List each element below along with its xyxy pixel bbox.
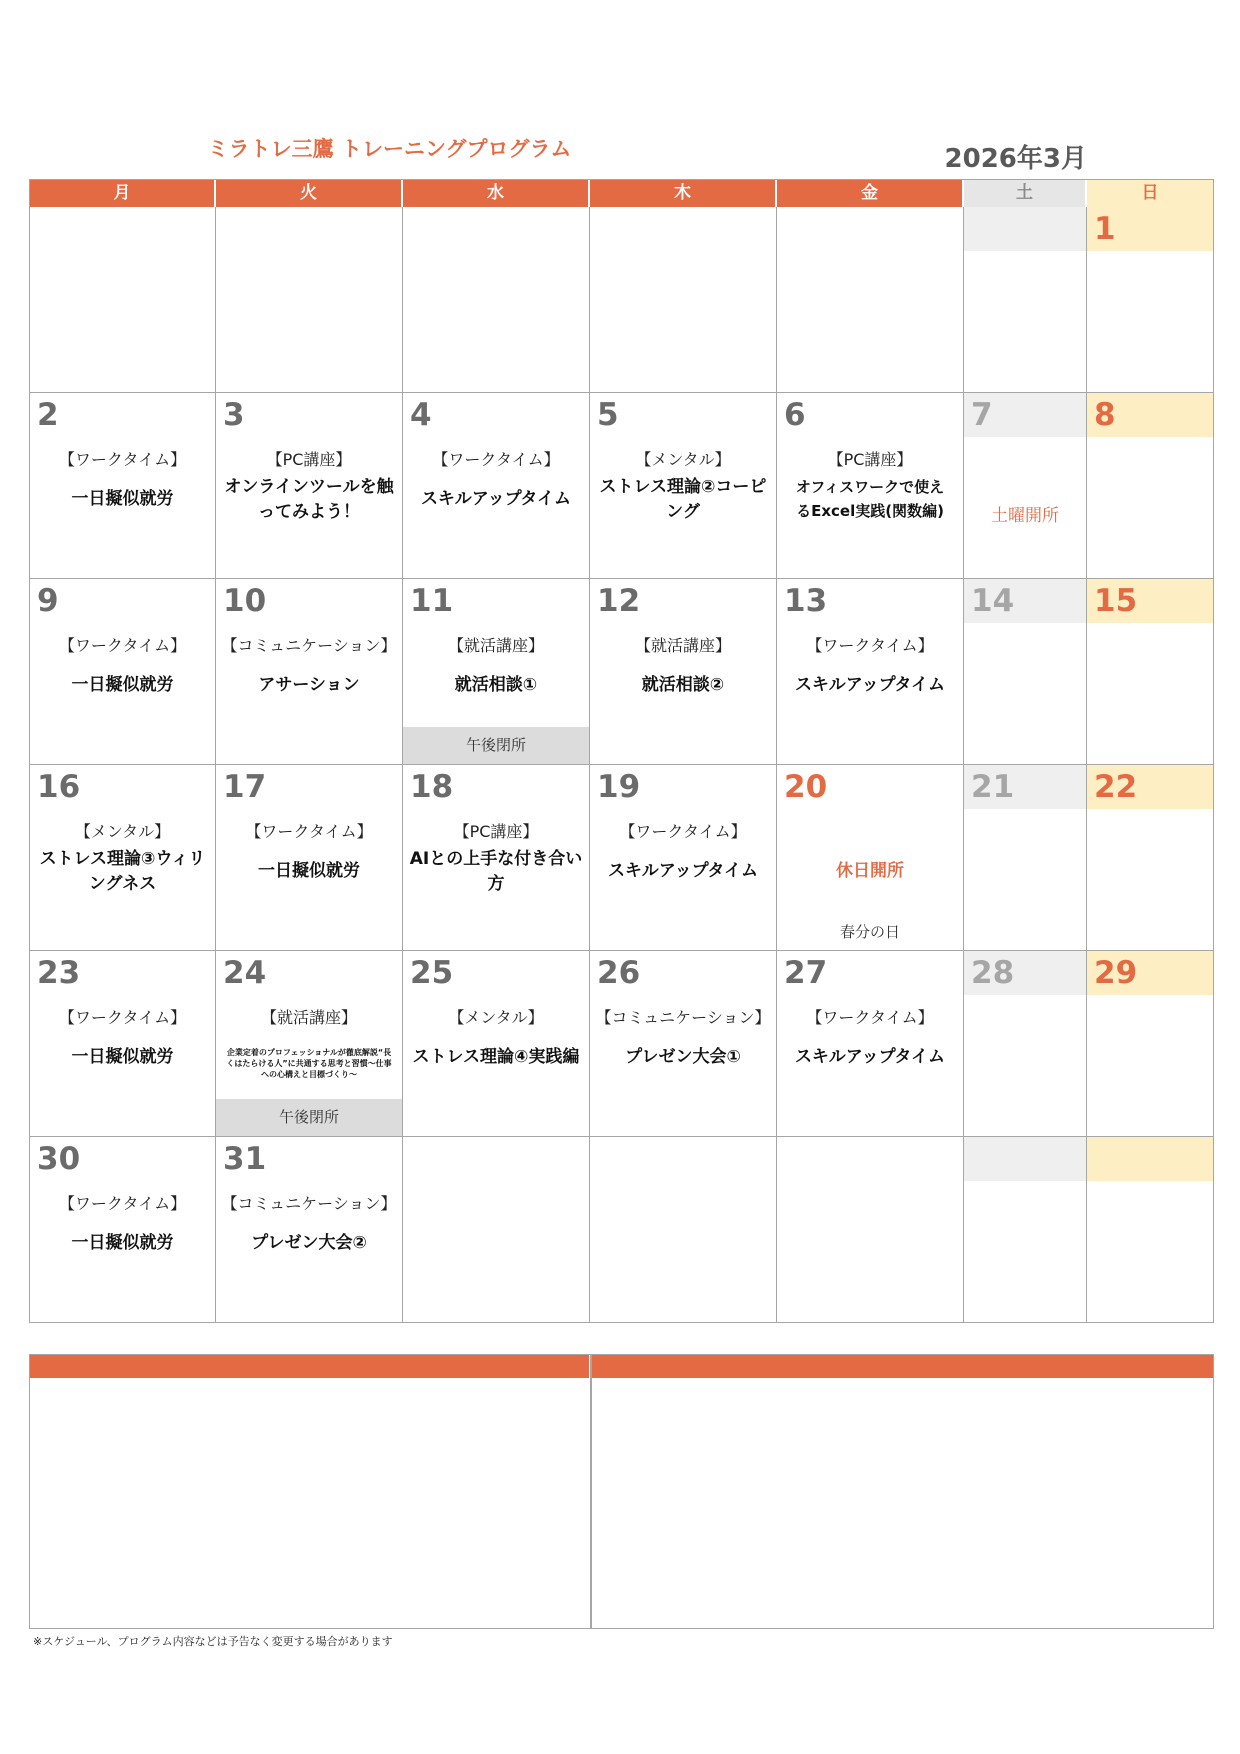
day-cell-15 bbox=[1087, 579, 1213, 765]
day-number: 12 bbox=[597, 583, 641, 619]
page-title: ミラトレ三鷹 トレーニングプログラム bbox=[207, 137, 572, 161]
calendar-grid bbox=[29, 179, 1214, 1323]
day-number: 23 bbox=[37, 955, 81, 991]
day-number: 19 bbox=[597, 769, 641, 805]
weekday-header-tue: 火 bbox=[216, 180, 403, 207]
day-cell-empty bbox=[403, 207, 590, 393]
program-title: ストレス理論④実践編 bbox=[412, 1047, 580, 1067]
day-cell-empty bbox=[590, 207, 777, 393]
program-title: スキルアップタイム bbox=[607, 861, 759, 881]
day-cell-4 bbox=[403, 393, 590, 579]
day-number: 17 bbox=[223, 769, 267, 805]
program-category: 【ワークタイム】 bbox=[619, 822, 747, 841]
day-cell-13 bbox=[777, 579, 964, 765]
day-cell-18 bbox=[403, 765, 590, 951]
weekday-header-mon: 月 bbox=[30, 180, 216, 207]
program-title: 一日擬似就労 bbox=[71, 675, 174, 695]
holiday-open-note: 休日開所 bbox=[836, 861, 904, 881]
day-cell-empty bbox=[30, 207, 216, 393]
program-category: 【コミュニケーション】 bbox=[221, 1194, 397, 1213]
day-cell-empty bbox=[777, 1137, 964, 1323]
day-number: 1 bbox=[1094, 211, 1116, 247]
day-number: 18 bbox=[410, 769, 454, 805]
day-cell-empty bbox=[777, 207, 964, 393]
program-title: プレゼン大会② bbox=[251, 1233, 367, 1253]
notes-header-left bbox=[30, 1355, 589, 1378]
day-number: 14 bbox=[971, 583, 1015, 619]
program-title: アサーション bbox=[258, 675, 360, 695]
day-cell-3 bbox=[216, 393, 403, 579]
program-category: 【メンタル】 bbox=[635, 450, 731, 469]
day-cell-12 bbox=[590, 579, 777, 765]
program-category: 【PC講座】 bbox=[266, 450, 352, 469]
program-category: 【ワークタイム】 bbox=[58, 1194, 187, 1213]
day-cell-10 bbox=[216, 579, 403, 765]
day-number: 31 bbox=[223, 1141, 267, 1177]
program-category: 【ワークタイム】 bbox=[245, 822, 373, 841]
day-cell-20 bbox=[777, 765, 964, 951]
day-number: 8 bbox=[1094, 397, 1116, 433]
program-category: 【PC講座】 bbox=[827, 450, 913, 469]
day-cell-9 bbox=[30, 579, 216, 765]
program-title: スキルアップタイム bbox=[420, 489, 572, 509]
program-category: 【就活講座】 bbox=[634, 636, 731, 655]
day-cell-2 bbox=[30, 393, 216, 579]
program-category: 【コミュニケーション】 bbox=[595, 1008, 771, 1027]
weekday-header-fri: 金 bbox=[777, 180, 964, 207]
program-category: 【メンタル】 bbox=[448, 1008, 544, 1027]
saturday-open-note: 土曜開所 bbox=[991, 506, 1059, 526]
day-cell-6 bbox=[777, 393, 964, 579]
program-category: 【ワークタイム】 bbox=[58, 636, 187, 655]
day-number: 30 bbox=[37, 1141, 81, 1177]
month-label: 2026年3月 bbox=[944, 144, 1087, 174]
day-cell-sunday-empty bbox=[1087, 1137, 1213, 1323]
day-number: 22 bbox=[1094, 769, 1138, 805]
program-title: プレゼン大会① bbox=[625, 1047, 741, 1067]
holiday-name: 春分の日 bbox=[839, 923, 900, 941]
day-cell-23 bbox=[30, 951, 216, 1137]
day-cell-25 bbox=[403, 951, 590, 1137]
day-cell-31 bbox=[216, 1137, 403, 1323]
day-cell-28 bbox=[964, 951, 1087, 1137]
program-category: 【ワークタイム】 bbox=[432, 450, 560, 469]
weekday-header-sun: 日 bbox=[1087, 180, 1213, 207]
notes-divider bbox=[590, 1355, 592, 1628]
day-number: 21 bbox=[971, 769, 1015, 805]
program-category: 【ワークタイム】 bbox=[58, 450, 187, 469]
day-number: 6 bbox=[784, 397, 806, 433]
day-number: 15 bbox=[1094, 583, 1138, 619]
program-title: 就活相談② bbox=[641, 675, 725, 695]
weekday-header-sat: 土 bbox=[964, 180, 1087, 207]
program-title: 一日擬似就労 bbox=[71, 1233, 174, 1253]
program-title: ストレス理論③ウィリングネス bbox=[39, 849, 206, 894]
notes-header-right bbox=[592, 1355, 1213, 1378]
day-cell-17 bbox=[216, 765, 403, 951]
program-title: オンラインツールを触ってみよう！ bbox=[224, 477, 394, 522]
program-category: 【就活講座】 bbox=[260, 1008, 357, 1027]
day-cell-29 bbox=[1087, 951, 1213, 1137]
day-number: 4 bbox=[410, 397, 432, 433]
day-number: 13 bbox=[784, 583, 828, 619]
program-title: スキルアップタイム bbox=[794, 1047, 946, 1067]
day-cell-26 bbox=[590, 951, 777, 1137]
weekday-header-thu: 木 bbox=[590, 180, 777, 207]
program-title: 一日擬似就労 bbox=[71, 1047, 174, 1067]
day-cell-22 bbox=[1087, 765, 1213, 951]
day-cell-14 bbox=[964, 579, 1087, 765]
weekday-header-wed: 水 bbox=[403, 180, 590, 207]
day-number: 9 bbox=[37, 583, 59, 619]
day-cell-saturday-empty bbox=[964, 1137, 1087, 1323]
day-number: 7 bbox=[971, 397, 993, 433]
program-category: 【メンタル】 bbox=[74, 822, 171, 841]
program-title: AIとの上手な付き合い方 bbox=[409, 849, 583, 894]
day-cell-11 bbox=[403, 579, 590, 765]
program-title: ストレス理論②コーピング bbox=[599, 477, 767, 522]
day-cell-21 bbox=[964, 765, 1087, 951]
day-number: 25 bbox=[410, 955, 454, 991]
day-cell-empty bbox=[590, 1137, 777, 1323]
day-cell-19 bbox=[590, 765, 777, 951]
day-number: 3 bbox=[223, 397, 245, 433]
day-number: 24 bbox=[223, 955, 267, 991]
program-category: 【就活講座】 bbox=[447, 636, 544, 655]
day-number: 26 bbox=[597, 955, 641, 991]
afternoon-closed-badge: 午後閉所 bbox=[403, 727, 589, 764]
day-number: 2 bbox=[37, 397, 59, 433]
day-cell-empty bbox=[216, 207, 403, 393]
program-title: オフィスワークで使えるExcel実践(関数編) bbox=[795, 478, 945, 520]
program-category: 【PC講座】 bbox=[453, 822, 539, 841]
day-cell-1 bbox=[1087, 207, 1213, 393]
day-cell-16 bbox=[30, 765, 216, 951]
day-number: 5 bbox=[597, 397, 619, 433]
day-cell-saturday-empty bbox=[964, 207, 1087, 393]
program-title: スキルアップタイム bbox=[794, 675, 946, 695]
program-title: 一日擬似就労 bbox=[71, 489, 174, 509]
day-cell-5 bbox=[590, 393, 777, 579]
day-number: 20 bbox=[784, 769, 828, 805]
day-number: 27 bbox=[784, 955, 828, 991]
afternoon-closed-badge: 午後閉所 bbox=[216, 1099, 402, 1136]
day-number: 16 bbox=[37, 769, 81, 805]
day-cell-8 bbox=[1087, 393, 1213, 579]
day-number: 11 bbox=[410, 583, 454, 619]
notes-panel bbox=[29, 1354, 1214, 1629]
day-number: 28 bbox=[971, 955, 1015, 991]
day-cell-27 bbox=[777, 951, 964, 1137]
day-cell-7 bbox=[964, 393, 1087, 579]
day-cell-30 bbox=[30, 1137, 216, 1323]
program-category: 【ワークタイム】 bbox=[58, 1008, 187, 1027]
program-category: 【ワークタイム】 bbox=[806, 636, 934, 655]
footnote: ※スケジュール、プログラム内容などは予告なく変更する場合があります bbox=[33, 1635, 393, 1648]
program-category: 【コミュニケーション】 bbox=[221, 636, 397, 655]
day-cell-empty bbox=[403, 1137, 590, 1323]
day-number: 29 bbox=[1094, 955, 1138, 991]
day-number: 10 bbox=[223, 583, 267, 619]
program-category: 【ワークタイム】 bbox=[806, 1008, 934, 1027]
program-title: 就活相談① bbox=[454, 675, 538, 695]
day-cell-24 bbox=[216, 951, 403, 1137]
program-title: 一日擬似就労 bbox=[258, 861, 360, 881]
program-title: 企業定着のプロフェッショナルが徹底解説“長くはたらける人”に共通する思考と習慣～仕事への心構えと目標づくり～ bbox=[226, 1048, 392, 1079]
